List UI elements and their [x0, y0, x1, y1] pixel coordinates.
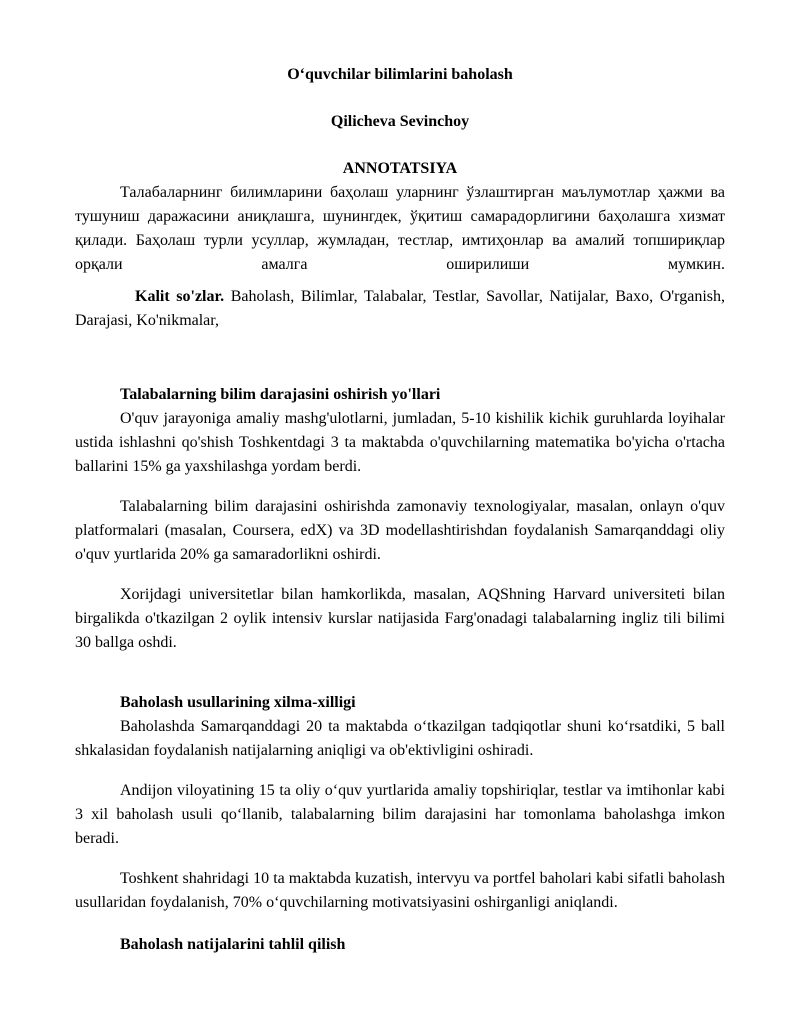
- section-paragraph: Talabalarning bilim darajasini oshirishda zamonaviy texnologiyalar, masalan, onlayn o'quv platformalari (masalan, Coursera, edX) va 3D modellashtirishdan foydalanish Samarqanddagi oliy o'quv yurtlarida 20% ga samaradorlikni oshirdi.: [75, 498, 725, 563]
- section-paragraph: Andijon viloyatining 15 ta oliy o‘quv yurtlarida amaliy topshiriqlar, testlar va imtihonlar kabi 3 xil baholash usuli qo‘llanib, talabalarning bilim darajasini har tomonlama baholashga imkon beradi.: [75, 782, 725, 847]
- section-paragraph: Xorijdagi universitetlar bilan hamkorlikda, masalan, AQShning Harvard universiteti bilan birgalikda o'tkazilgan 2 oylik intensiv kurslar natijasida Farg'onadagi talabalarning ingliz tili bilimi 30 ballga oshdi.: [75, 586, 725, 651]
- section-heading: Baholash usullarining xilma-xilligi: [120, 694, 356, 711]
- section-heading: Baholash natijalarini tahlil qilish: [120, 936, 346, 953]
- annotation-heading: ANNOTATSIYA: [342, 160, 458, 177]
- section-paragraph: O'quv jarayoniga amaliy mashg'ulotlarni, jumladan, 5-10 kishilik kichik guruhlarda loyihalar ustida ishlashni qo'shish Toshkentdagi 3 ta maktabda o'quvchilarning matematika bo'yicha o'rtacha ballarini 15% ga yaxshilashga yordam berdi.: [75, 410, 725, 475]
- author-name: Qilicheva Sevinchoy: [330, 113, 470, 130]
- document-title: O‘quvchilar bilimlarini baholash: [287, 66, 513, 83]
- keywords-label: Kalit so'zlar.: [135, 288, 225, 305]
- annotation-paragraph: Талабаларнинг билимларини баҳолаш уларнинг ўзлаштирган маълумотлар ҳажми ва тушуниш даражасини аниқлашга, шунингдек, ўқитиш самарадорлигини баҳолашга хизмат қилади. Баҳолаш турли усуллар, жумладан, тестлар, имтиҳонлар ва амалий топшириқлар орқали амалга оширилиши мумкин.: [75, 184, 725, 273]
- section-paragraph: Baholashda Samarqanddagi 20 ta maktabda o‘tkazilgan tadqiqotlar shuni ko‘rsatdiki, 5 ball shkalasidan foydalanish natijalarning aniqligi va ob'ektivligini oshiradi.: [75, 718, 725, 759]
- keywords-paragraph: [75, 285, 725, 333]
- section-paragraph: Toshkent shahridagi 10 ta maktabda kuzatish, intervyu va portfel baholari kabi sifatli baholash usullaridan foydalanish, 70% o‘quvchilarning motivatsiyasini oshirganligi aniqlandi.: [75, 870, 725, 911]
- section-heading: Talabalarning bilim darajasini oshirish yo'llari: [120, 386, 441, 403]
- keywords-list: Baholash, Bilimlar, Talabalar, Testlar, Savollar, Natijalar, Baxo, O'rganish, Darajasi, Ko'nikmalar,: [75, 288, 725, 329]
